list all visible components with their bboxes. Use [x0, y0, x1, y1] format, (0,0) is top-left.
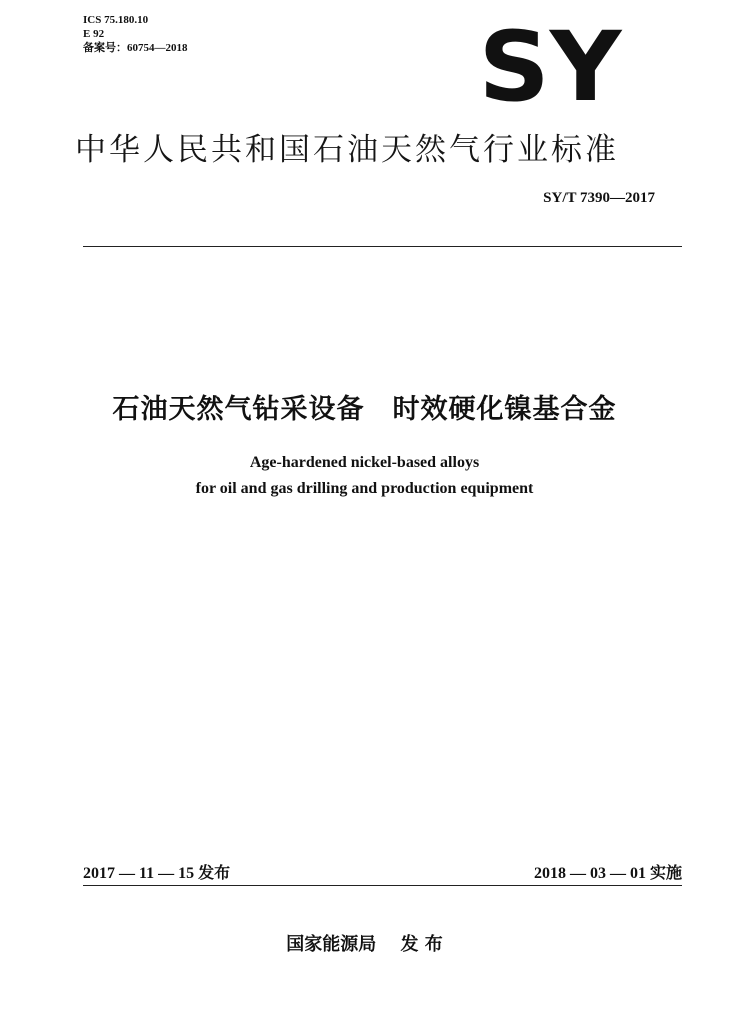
record-number: 备案号：60754—2018 [83, 42, 188, 54]
footer-divider [83, 885, 682, 886]
ics-code: ICS 75.180.10 [83, 14, 149, 26]
implementation-date: 2018 — 03 — 01 实施 [533, 865, 682, 882]
document-title-chinese: 石油天然气钻采设备 时效硬化镍基合金 [112, 394, 617, 425]
sy-logo [478, 24, 623, 106]
sy-logo-text: SY [478, 24, 623, 106]
document-title-english-line2: for oil and gas drilling and production equipment [195, 480, 534, 497]
issue-date: 2017 — 11 — 15 发布 [83, 865, 231, 882]
document-title-english-line1: Age-hardened nickel-based alloys [249, 454, 480, 471]
header-divider [83, 246, 682, 247]
ccs-code: E 92 [83, 28, 105, 40]
organization-title: 中华人民共和国石油天然气行业标准 [75, 132, 619, 168]
classification-block [83, 13, 188, 55]
publisher: 国家能源局 发 布 [286, 934, 443, 955]
standard-number: SY/T 7390—2017 [543, 190, 655, 206]
